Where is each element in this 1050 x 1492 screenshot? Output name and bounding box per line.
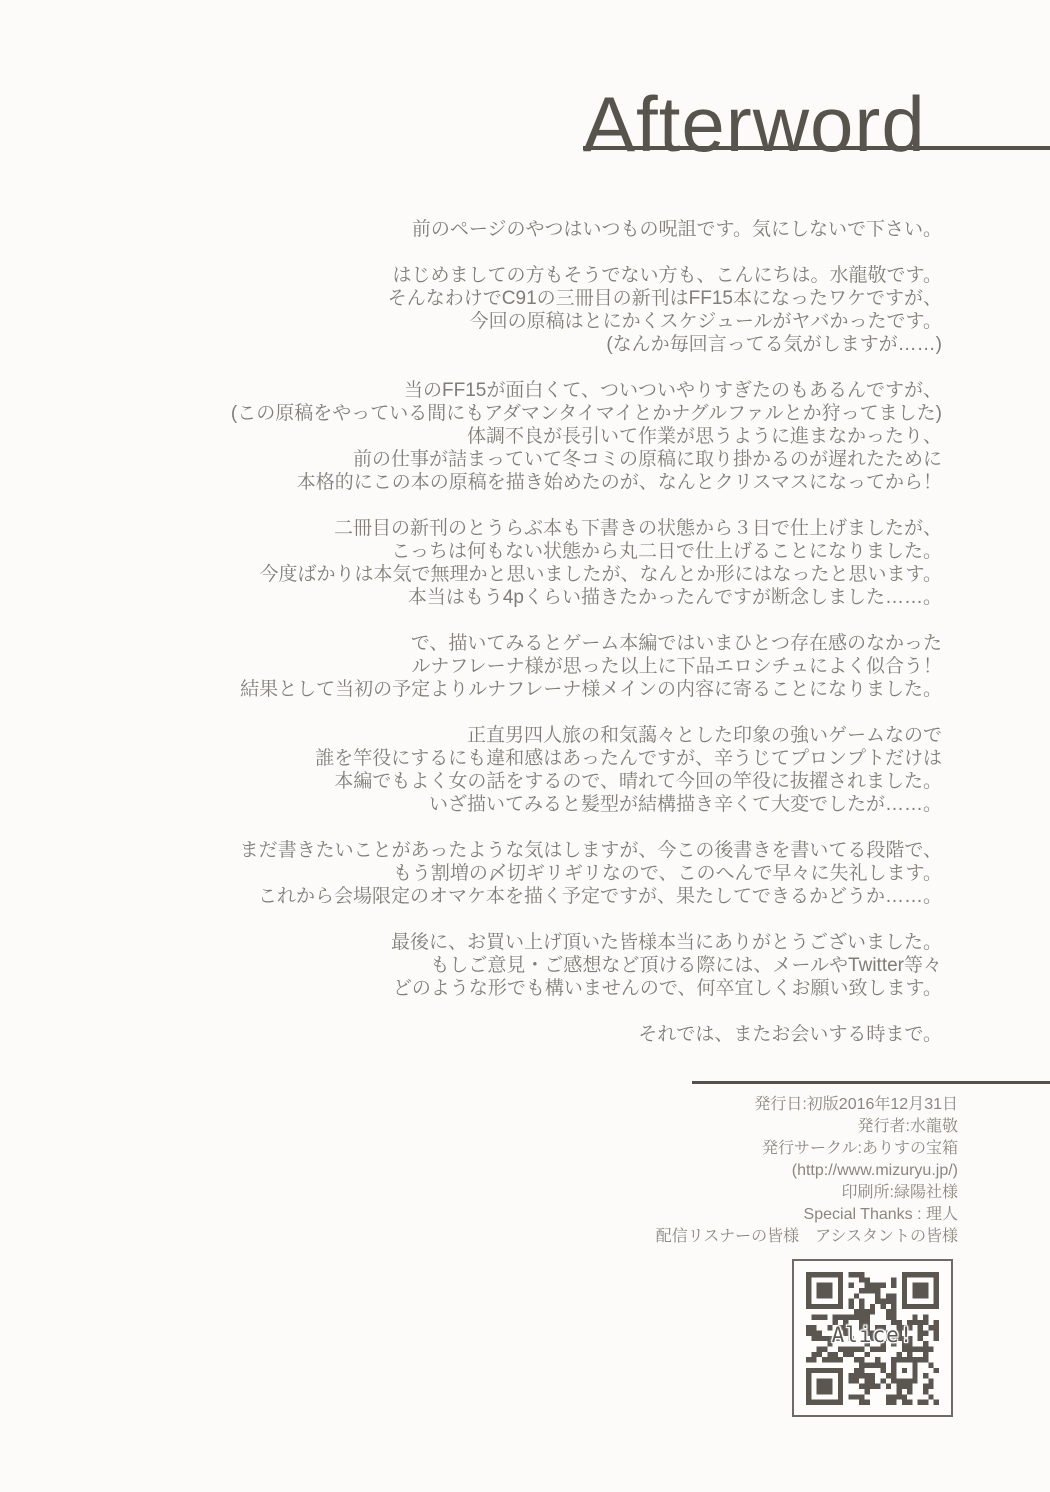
text-line: もしご意見・ご感想など頂ける際には、メールやTwitter等々 bbox=[430, 955, 942, 976]
text-line: もう割増の〆切ギリギリなので、このへんで早々に失礼します。 bbox=[392, 863, 942, 884]
text-line: 二冊目の新刊のとうらぶ本も下書きの状態から３日で仕上げましたが、 bbox=[333, 518, 942, 539]
text-line: 今度ばかりは本気で無理かと思いましたが、なんとか形にはなったと思います。 bbox=[259, 564, 942, 585]
text-line: 前の仕事が詰まっていて冬コミの原稿に取り掛かるのが遅れたために bbox=[352, 449, 942, 470]
text-line: 誰を竿役にするにも違和感はあったんですが、辛うじてプロンプトだけは bbox=[315, 748, 942, 769]
text-line: 今回の原稿はとにかくスケジュールがヤバかったです。 bbox=[469, 311, 942, 332]
qr-code bbox=[792, 1259, 953, 1417]
text-line: 前のページのやつはいつもの呪詛です。気にしないで下さい。 bbox=[411, 219, 942, 240]
afterword-body bbox=[40, 218, 942, 1069]
colophon-line: Special Thanks : 理人 bbox=[803, 1206, 958, 1223]
colophon-line: (http://www.mizuryu.jp/) bbox=[791, 1162, 958, 1179]
paragraph-1 bbox=[40, 218, 942, 241]
colophon-line: 発行日:初版2016年12月31日 bbox=[754, 1096, 958, 1113]
text-line: (この原稿をやっている間にもアダマンタイマイとかナグルファルとか狩ってました) bbox=[230, 403, 942, 424]
colophon bbox=[300, 1094, 958, 1248]
text-line: 当のFF15が面白くて、ついついやりすぎたのもあるんですが、 bbox=[404, 380, 942, 401]
paragraph-6 bbox=[40, 724, 942, 816]
text-line: ルナフレーナ様が思った以上に下品エロシチュによく似合う！ bbox=[411, 656, 942, 677]
text-line: まだ書きたいことがあったような気はしますが、今この後書きを書いてる段階で、 bbox=[239, 840, 942, 861]
colophon-line: 発行サークル:ありすの宝箱 bbox=[762, 1140, 958, 1157]
colophon-divider bbox=[692, 1081, 1050, 1084]
text-line: (なんか毎回言ってる気がしますが……) bbox=[606, 334, 942, 355]
text-line: 正直男四人旅の和気藹々とした印象の強いゲームなので bbox=[466, 725, 942, 746]
paragraph-9 bbox=[40, 1023, 942, 1046]
paragraph-2 bbox=[40, 264, 942, 356]
paragraph-5 bbox=[40, 632, 942, 701]
text-line: そんなわけでC91の三冊目の新刊はFF15本になったワケですが、 bbox=[387, 288, 942, 309]
paragraph-3 bbox=[40, 379, 942, 494]
text-line: 最後に、お買い上げ頂いた皆様本当にありがとうございました。 bbox=[390, 932, 942, 953]
text-line: 本当はもう4pくらい描きたかったんですが断念しました……。 bbox=[407, 587, 942, 608]
text-line: こっちは何もない状態から丸二日で仕上げることになりました。 bbox=[391, 541, 942, 562]
colophon-line: 印刷所:緑陽社様 bbox=[841, 1184, 958, 1201]
paragraph-4 bbox=[40, 517, 942, 609]
text-line: 本編でもよく女の話をするので、晴れて今回の竿役に抜擢されました。 bbox=[334, 771, 942, 792]
colophon-line: 配信リスナーの皆様 アシスタントの皆様 bbox=[655, 1228, 958, 1245]
text-line: それでは、またお会いする時まで。 bbox=[638, 1024, 942, 1045]
text-line: はじめましての方もそうでない方も、こんにちは。水龍敬です。 bbox=[392, 265, 942, 286]
text-line: これから会場限定のオマケ本を描く予定ですが、果たしてできるかどうか……。 bbox=[257, 886, 942, 907]
page-title: Afterword bbox=[583, 80, 926, 168]
qr-overlay-text: Alice! bbox=[831, 1323, 914, 1347]
text-line: 体調不良が長引いて作業が思うように進まなかったり、 bbox=[466, 426, 942, 447]
colophon-line: 発行者:水龍敬 bbox=[857, 1118, 958, 1135]
paragraph-7 bbox=[40, 839, 942, 908]
text-line: で、描いてみるとゲーム本編ではいまひとつ存在感のなかった bbox=[410, 633, 942, 654]
text-line: いざ描いてみると髪型が結構描き辛くて大変でしたが……。 bbox=[428, 794, 942, 815]
text-line: 本格的にこの本の原稿を描き始めたのが、なんとクリスマスになってから！ bbox=[296, 472, 942, 493]
paragraph-8 bbox=[40, 931, 942, 1000]
text-line: どのような形でも構いませんので、何卒宜しくお願い致します。 bbox=[392, 978, 942, 999]
page-title-block bbox=[583, 60, 1050, 168]
text-line: 結果として当初の予定よりルナフレーナ様メインの内容に寄ることになりました。 bbox=[240, 679, 942, 700]
